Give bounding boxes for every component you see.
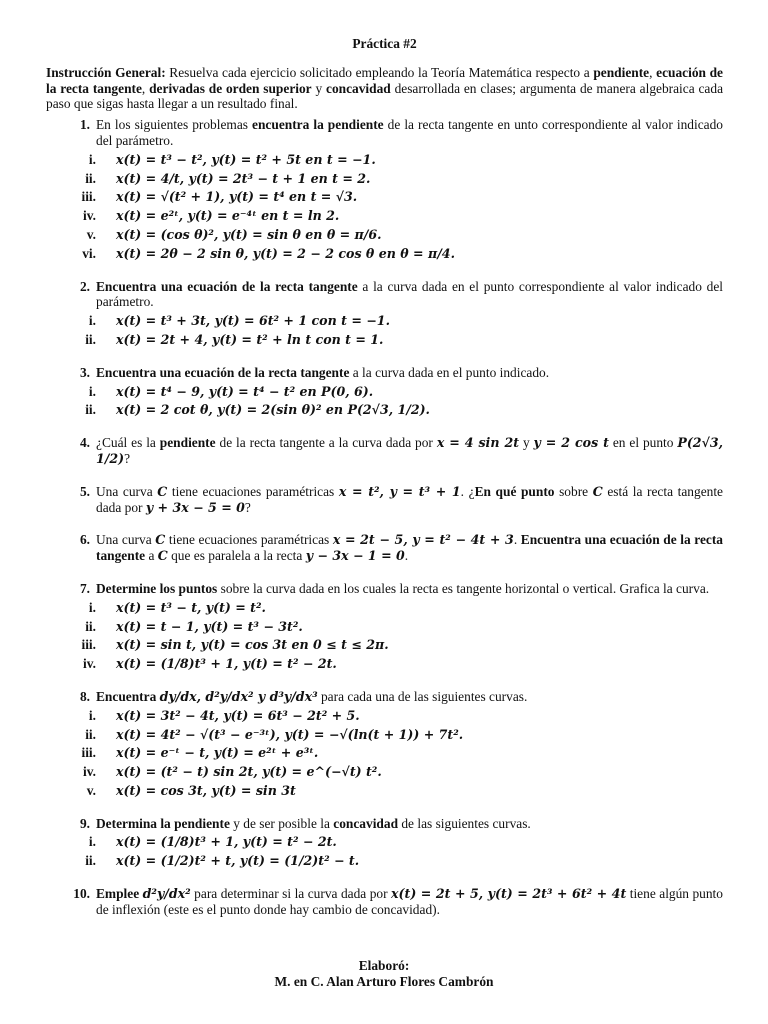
equation: x(t) = t³ − t², y(t) = t² + 5t en t = −1. [116, 151, 376, 167]
subproblem-label: i. [88, 599, 96, 615]
problem-3 [46, 365, 723, 418]
problem-number: 5. [79, 483, 90, 499]
subproblem [88, 383, 723, 400]
keyword: Encuentra una ecuación de la recta tangente [96, 364, 350, 380]
equation: x(t) = 4/t, y(t) = 2t³ − t + 1 en t = 2. [116, 170, 371, 186]
subproblem-label: iv. [82, 656, 96, 672]
equation: x(t) = cos 3t, y(t) = sin 3t [116, 782, 296, 798]
author-signature [0, 958, 768, 990]
subproblem [86, 226, 723, 243]
equation: C [592, 483, 603, 499]
subproblem [81, 189, 723, 205]
problem-text: ? [244, 499, 251, 515]
signature-label: Elaboró: [358, 958, 410, 973]
subproblem-label: ii. [85, 853, 96, 869]
subproblem [85, 402, 723, 418]
subproblem [88, 313, 723, 329]
keyword: concavidad [326, 80, 391, 96]
problem-text: ¿Cuál es la [96, 435, 160, 451]
subproblem [81, 745, 723, 761]
problem-8 [46, 689, 723, 799]
subproblem-label: iii. [81, 745, 96, 761]
equation: C [155, 532, 166, 548]
equation: x(t) = (1/2)t² + t, y(t) = (1/2)t² − t. [116, 853, 360, 869]
problem-text: que es paralela a la recta [167, 548, 306, 564]
keyword: encuentra la pendiente [252, 117, 384, 133]
subproblem-label: ii. [85, 331, 96, 347]
instruction-text: desarrollada en clases; argumenta de manera algebraica cada paso que sigas hasta llegar a un resultado final. [46, 80, 724, 112]
problem-text: de la recta tangente a la curva dada por [215, 435, 437, 451]
problem-number: 2. [79, 278, 90, 294]
equation: x(t) = (t² − t) sin 2t, y(t) = e^(−√t) t². [116, 764, 382, 780]
equation: x(t) = (1/8)t³ + 1, y(t) = t² − 2t. [116, 656, 337, 672]
document-page [46, 36, 723, 935]
subproblem [85, 170, 723, 187]
problem-text: a [145, 548, 158, 564]
subproblem-label: iv. [82, 764, 96, 780]
subproblem-label: iii. [81, 189, 96, 205]
keyword: Emplee [96, 886, 143, 902]
keyword: Determina la pendiente [96, 815, 230, 831]
subproblem-label: iv. [82, 208, 96, 224]
problem-text: sobre [554, 483, 593, 499]
problem-number: 6. [79, 532, 90, 548]
instruction-lead: Instrucción General: [46, 64, 166, 80]
problem-6 [46, 532, 723, 564]
subproblem [88, 834, 723, 850]
equation: x(t) = 2t + 4, y(t) = t² + ln t con t = 1. [116, 331, 384, 347]
subproblem-label: ii. [85, 726, 96, 742]
equation: x(t) = 4t² − √(t³ − e⁻³ᵗ), y(t) = −√(ln(t + 1)) + 7t². [116, 726, 464, 742]
equation: x(t) = (1/8)t³ + 1, y(t) = t² − 2t. [116, 834, 337, 850]
equation: x(t) = 2θ − 2 sin θ, y(t) = 2 − 2 cos θ en θ = π/4. [116, 245, 455, 261]
subproblem-label: i. [88, 383, 96, 399]
equation: x(t) = e⁻ᵗ − t, y(t) = e²ᵗ + e³ᵗ. [116, 745, 319, 761]
equation: y − 3x − 1 = 0 [305, 548, 405, 564]
keyword: En qué punto [474, 483, 555, 499]
separator: , [649, 64, 657, 80]
keyword: Encuentra una ecuación de la recta tangente [96, 278, 358, 294]
equation: x = 2t − 5, y = t² − 4t + 3 [332, 532, 514, 548]
problem-text: y [519, 435, 534, 451]
problem-text: . [513, 532, 521, 548]
problem-number: 4. [79, 435, 90, 451]
problem-text: sobre la curva dada en los cuales la recta es tangente horizontal o vertical. Grafica la curva. [217, 580, 710, 596]
subproblem-label: i. [88, 313, 96, 329]
subproblem [88, 151, 723, 168]
problem-4 [46, 435, 723, 467]
keyword: derivadas de orden superior [149, 80, 312, 96]
equation: x(t) = e²ᵗ, y(t) = e⁻⁴ᵗ en t = ln 2. [116, 208, 340, 224]
problem-text: . ¿ [460, 483, 475, 499]
subproblem [82, 656, 723, 672]
problem-text: de la recta tangente en unto correspondiente al valor indicado del parámetro. [96, 117, 723, 148]
subproblem-label: i. [88, 151, 96, 167]
equation: d²y/dx² [142, 886, 191, 902]
subproblem [82, 764, 723, 780]
subproblem [86, 782, 723, 799]
equation: x = 4 sin 2t [436, 435, 520, 451]
problem-number: 10. [73, 886, 90, 902]
subproblem-label: v. [86, 782, 96, 798]
equation: x(t) = 2t + 5, y(t) = 2t³ + 6t² + 4t [391, 886, 627, 902]
keyword: concavidad [333, 815, 399, 831]
subproblem [81, 637, 723, 653]
problem-text: está la recta tangente dada por [96, 483, 723, 515]
problem-number: 3. [79, 364, 90, 380]
equation: x(t) = 2 cot θ, y(t) = 2(sin θ)² en P(2√3, 1/2). [116, 402, 430, 418]
problem-number: 1. [79, 117, 90, 133]
equation: C [157, 548, 168, 564]
subproblem [85, 853, 723, 869]
subproblem [82, 245, 723, 262]
equation: x(t) = sin t, y(t) = cos 3t en 0 ≤ t ≤ 2π. [116, 637, 389, 653]
subproblem [85, 726, 723, 743]
subproblem [88, 599, 723, 616]
equation: x(t) = t³ + 3t, y(t) = 6t² + 1 con t = −1. [116, 313, 390, 329]
problem-text: en el punto [608, 435, 678, 451]
problem-1 [46, 117, 723, 261]
problem-text: ? [124, 450, 131, 466]
equation: x(t) = t − 1, y(t) = t³ − 3t². [116, 618, 303, 634]
problem-text: tiene ecuaciones paramétricas [167, 483, 339, 499]
problem-5 [46, 484, 723, 516]
keyword: ecuación de la recta tangente [46, 64, 723, 96]
problem-text: . [404, 548, 409, 564]
subproblem-label: ii. [85, 402, 96, 418]
instruction-text: Resuelva cada ejercicio solicitado empleando la Teoría Matemática respecto a [165, 64, 594, 80]
problem-text: para determinar si la curva dada por [190, 886, 392, 902]
problem-10 [46, 886, 723, 918]
problem-7 [46, 581, 723, 672]
equation: C [157, 483, 168, 499]
equation: x(t) = 3t² − 4t, y(t) = 6t³ − 2t² + 5. [116, 707, 360, 723]
subproblem [85, 331, 723, 348]
problem-text: de las siguientes curvas. [398, 815, 531, 831]
equation: y + 3x − 5 = 0 [145, 499, 245, 515]
problem-text: tiene ecuaciones paramétricas [165, 532, 333, 548]
problem-text: para cada una de las siguientes curvas. [317, 688, 528, 704]
problem-2 [46, 279, 723, 348]
subproblem-label: i. [88, 707, 96, 723]
keyword: Encuentra una ecuación de la recta tangente [96, 532, 723, 564]
separator: , [141, 80, 150, 96]
general-instruction [46, 65, 723, 112]
problem-text: a la curva dada en el punto correspondiente al valor indicado del parámetro. [96, 278, 723, 310]
subproblem-label: iii. [81, 637, 96, 653]
subproblem-label: ii. [85, 170, 96, 186]
equation: y = 2 cos t [533, 435, 609, 451]
keyword: pendiente [593, 64, 650, 80]
author-name: M. en C. Alan Arturo Flores Cambrón [274, 974, 494, 989]
separator: y [311, 80, 327, 96]
problem-text: Una curva [96, 483, 158, 499]
equation: P(2√3, 1/2) [96, 435, 723, 466]
subproblem-label: ii. [85, 618, 96, 634]
problem-text: a la curva dada en el punto indicado. [349, 364, 550, 380]
problem-number: 7. [79, 580, 90, 596]
subproblem [82, 208, 723, 224]
keyword: Determine los puntos [96, 580, 218, 596]
subproblem-label: i. [88, 834, 96, 850]
equation: x(t) = (cos θ)², y(t) = sin θ en θ = π/6. [116, 226, 382, 242]
keyword: Encuentra [96, 688, 160, 704]
problem-text: y de ser posible la [229, 815, 334, 831]
subproblem-label: v. [86, 226, 96, 242]
problem-text: Una curva [96, 532, 156, 548]
subproblem [85, 618, 723, 635]
keyword: pendiente [159, 435, 216, 451]
subproblem-label: vi. [82, 245, 96, 261]
equation: x(t) = √(t² + 1), y(t) = t⁴ en t = √3. [116, 189, 358, 205]
equation: x(t) = t³ − t, y(t) = t². [116, 599, 266, 615]
equation: x = t², y = t³ + 1 [338, 483, 461, 499]
problem-9 [46, 816, 723, 869]
subproblem [88, 707, 723, 724]
equation: dy/dx, d²y/dx² y d³y/dx³ [159, 688, 318, 704]
problem-number: 9. [79, 815, 90, 831]
problem-number: 8. [79, 688, 90, 704]
page-title: Práctica #2 [352, 36, 417, 51]
problem-text: En los siguientes problemas [96, 117, 253, 133]
problem-text: tiene algún punto de inflexión (este es el punto donde hay cambio de concavidad). [96, 886, 723, 917]
equation: x(t) = t⁴ − 9, y(t) = t⁴ − t² en P(0, 6). [116, 383, 374, 399]
